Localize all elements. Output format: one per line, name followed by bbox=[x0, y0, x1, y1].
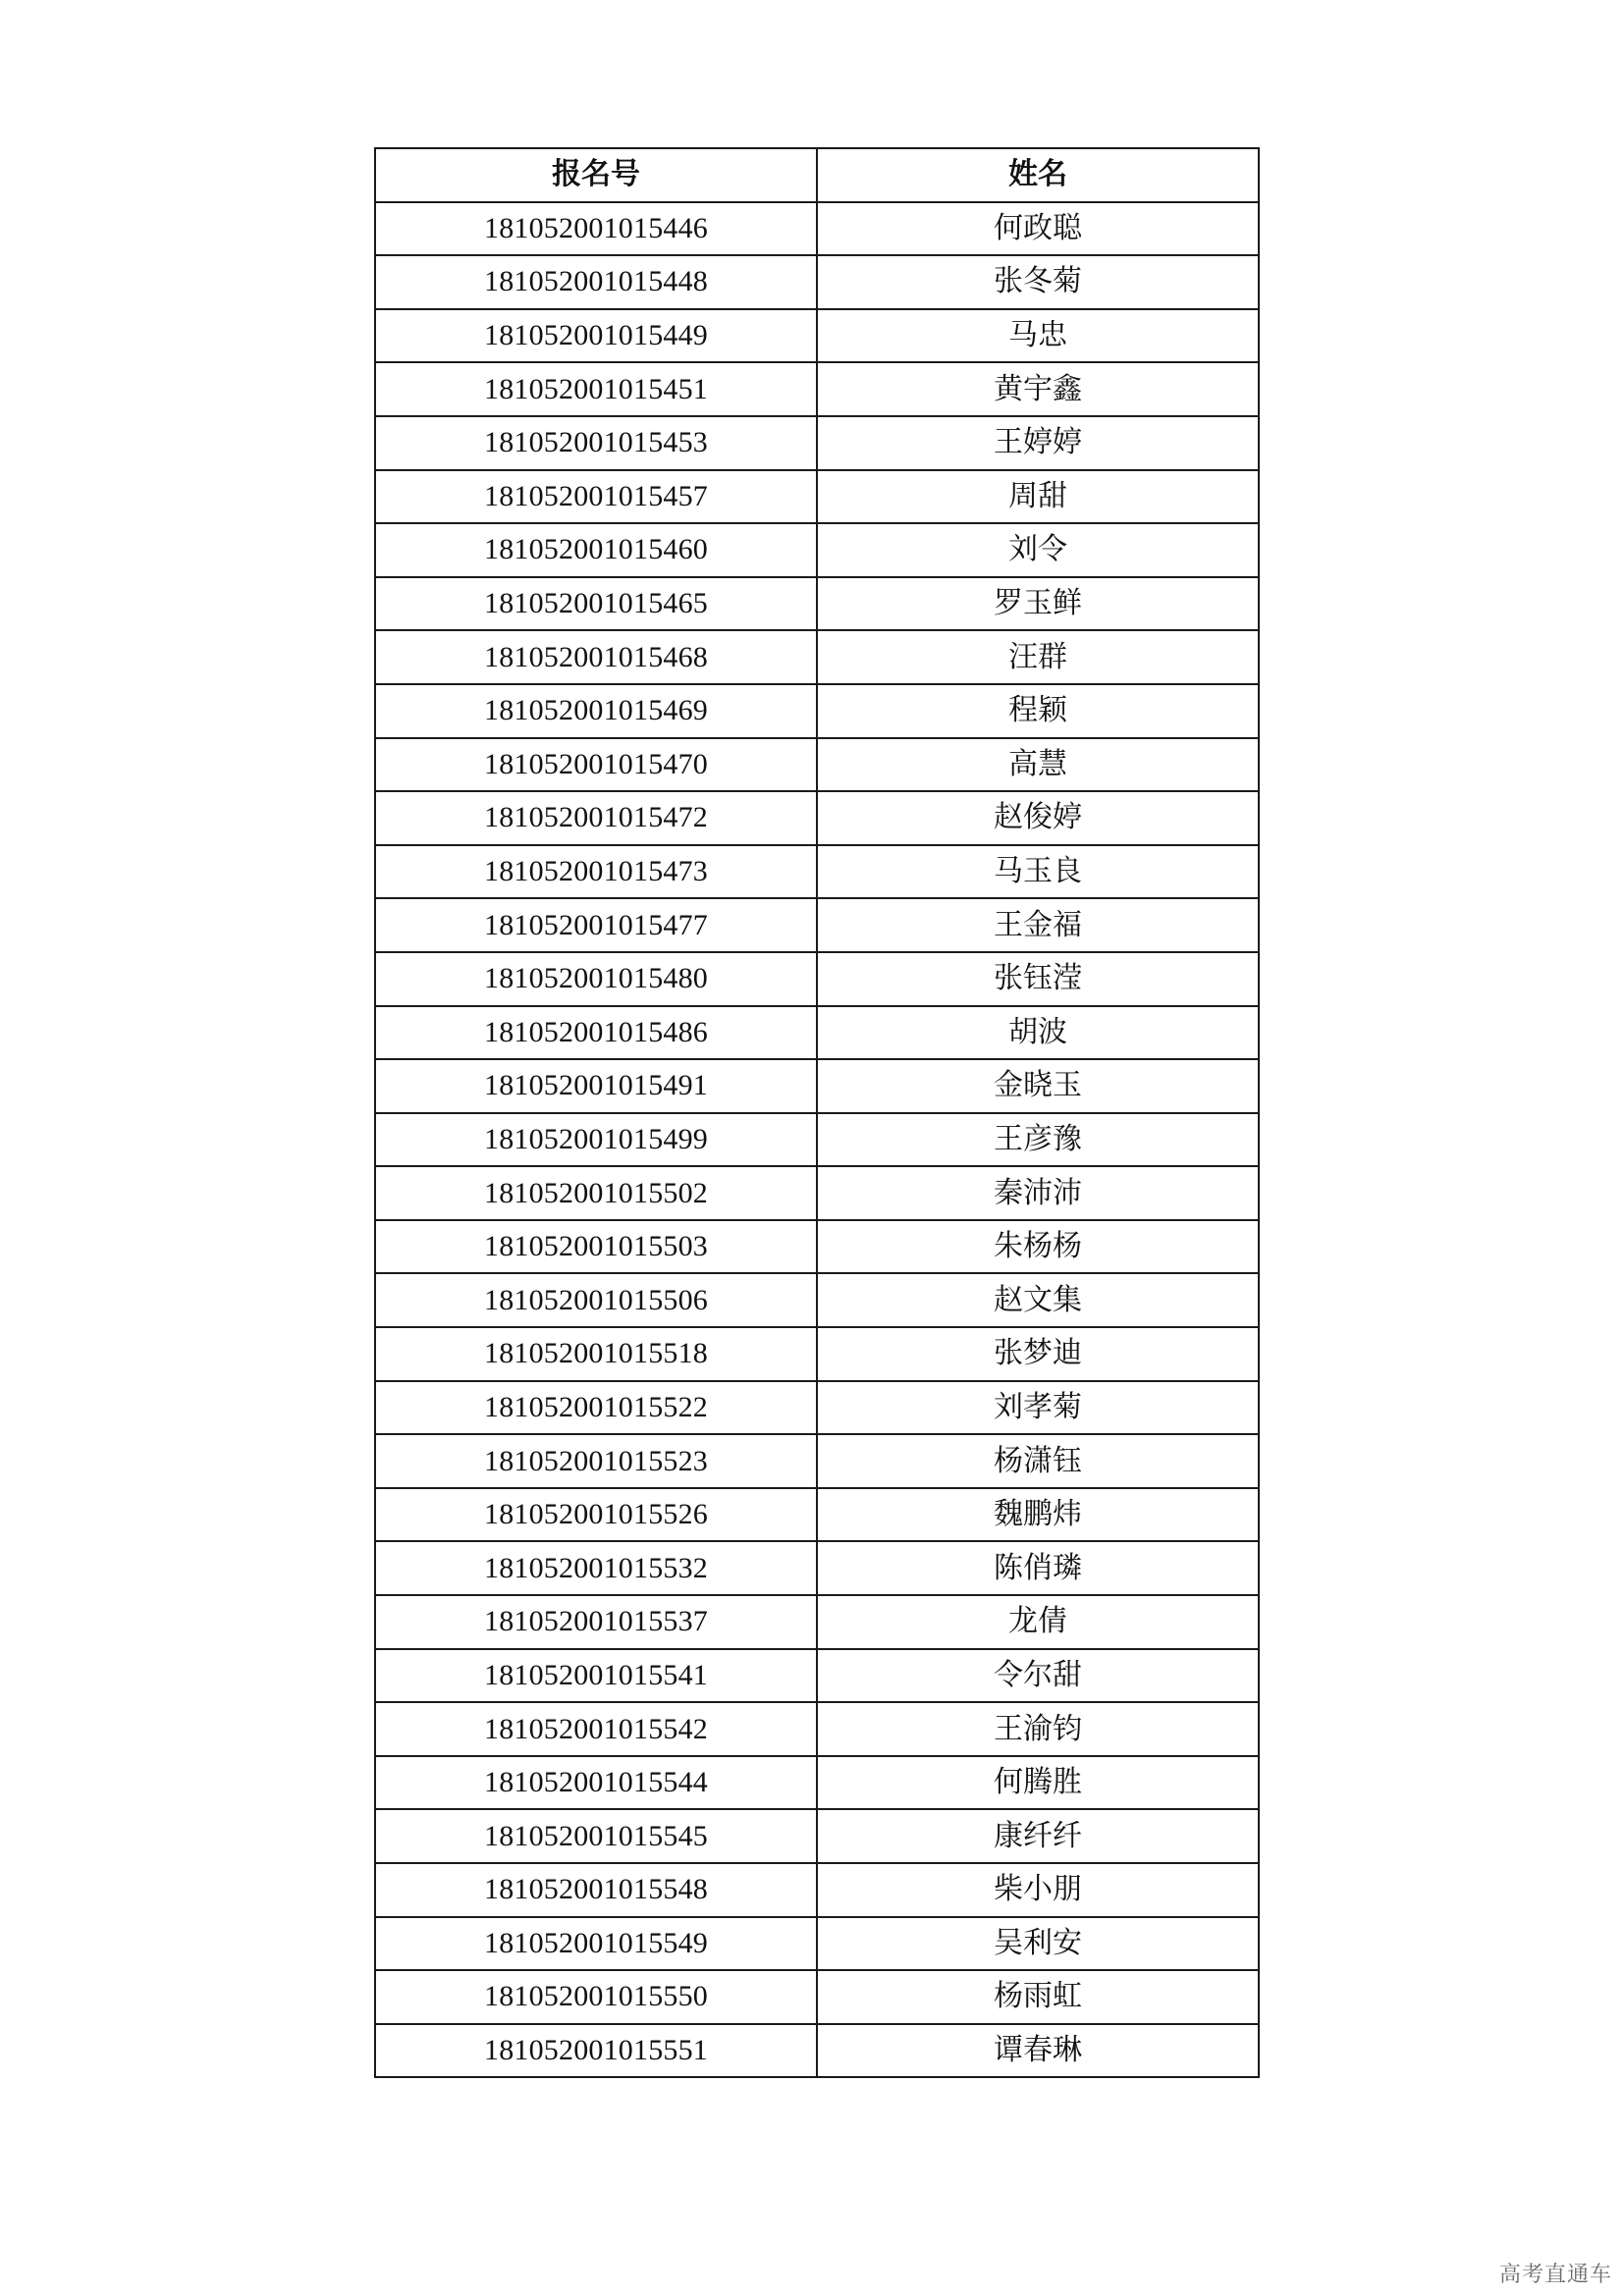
table-row bbox=[375, 1970, 1259, 2024]
name-cell: 高慧 bbox=[817, 738, 1259, 792]
table-row bbox=[375, 1273, 1259, 1327]
registration-number-cell: 181052001015469 bbox=[375, 684, 817, 738]
name-cell: 金晓玉 bbox=[817, 1059, 1259, 1113]
table-row bbox=[375, 416, 1259, 470]
name-cell: 陈俏璘 bbox=[817, 1541, 1259, 1595]
table-row bbox=[375, 309, 1259, 363]
registration-number-cell: 181052001015449 bbox=[375, 309, 817, 363]
name-cell: 赵俊婷 bbox=[817, 791, 1259, 845]
name-cell: 魏鹏炜 bbox=[817, 1488, 1259, 1542]
table-body bbox=[375, 202, 1259, 2078]
name-cell: 谭春琳 bbox=[817, 2024, 1259, 2078]
registration-number-cell: 181052001015453 bbox=[375, 416, 817, 470]
registration-number-cell: 181052001015506 bbox=[375, 1273, 817, 1327]
name-cell: 朱杨杨 bbox=[817, 1220, 1259, 1274]
registration-number-cell: 181052001015532 bbox=[375, 1541, 817, 1595]
name-cell: 何腾胜 bbox=[817, 1756, 1259, 1810]
name-cell: 张冬菊 bbox=[817, 255, 1259, 309]
name-cell: 刘孝菊 bbox=[817, 1381, 1259, 1435]
name-cell: 马玉良 bbox=[817, 845, 1259, 899]
registration-number-cell: 181052001015486 bbox=[375, 1006, 817, 1060]
registration-number-cell: 181052001015518 bbox=[375, 1327, 817, 1381]
registration-number-cell: 181052001015457 bbox=[375, 470, 817, 524]
registration-number-cell: 181052001015542 bbox=[375, 1702, 817, 1756]
registration-number-cell: 181052001015460 bbox=[375, 523, 817, 577]
table-row bbox=[375, 1434, 1259, 1488]
roster-table bbox=[374, 147, 1260, 2078]
registration-number-cell: 181052001015541 bbox=[375, 1649, 817, 1703]
table-row bbox=[375, 1702, 1259, 1756]
registration-number-cell: 181052001015545 bbox=[375, 1809, 817, 1863]
name-cell: 程颖 bbox=[817, 684, 1259, 738]
registration-number-cell: 181052001015537 bbox=[375, 1595, 817, 1649]
table-row bbox=[375, 1006, 1259, 1060]
name-cell: 龙倩 bbox=[817, 1595, 1259, 1649]
watermark-text: 高考直通车 bbox=[1498, 2263, 1612, 2287]
table-row bbox=[375, 1381, 1259, 1435]
name-cell: 令尔甜 bbox=[817, 1649, 1259, 1703]
table-row bbox=[375, 470, 1259, 524]
table-row bbox=[375, 1327, 1259, 1381]
name-cell: 柴小朋 bbox=[817, 1863, 1259, 1917]
registration-number-cell: 181052001015477 bbox=[375, 898, 817, 952]
table-row bbox=[375, 1488, 1259, 1542]
registration-number-cell: 181052001015502 bbox=[375, 1166, 817, 1220]
name-cell: 杨潇钰 bbox=[817, 1434, 1259, 1488]
registration-number-cell: 181052001015473 bbox=[375, 845, 817, 899]
table-row bbox=[375, 1059, 1259, 1113]
name-cell: 马忠 bbox=[817, 309, 1259, 363]
registration-number-cell: 181052001015522 bbox=[375, 1381, 817, 1435]
table-row bbox=[375, 1541, 1259, 1595]
name-cell: 罗玉鲜 bbox=[817, 577, 1259, 631]
header-registration-number: 报名号 bbox=[375, 148, 817, 202]
table-row bbox=[375, 1809, 1259, 1863]
registration-number-cell: 181052001015446 bbox=[375, 202, 817, 256]
registration-number-cell: 181052001015544 bbox=[375, 1756, 817, 1810]
table-row bbox=[375, 1756, 1259, 1810]
table-row bbox=[375, 255, 1259, 309]
name-cell: 何政聪 bbox=[817, 202, 1259, 256]
table-row bbox=[375, 202, 1259, 256]
table-row bbox=[375, 1863, 1259, 1917]
name-cell: 秦沛沛 bbox=[817, 1166, 1259, 1220]
table-row bbox=[375, 1595, 1259, 1649]
registration-number-cell: 181052001015550 bbox=[375, 1970, 817, 2024]
name-cell: 杨雨虹 bbox=[817, 1970, 1259, 2024]
registration-number-cell: 181052001015523 bbox=[375, 1434, 817, 1488]
name-cell: 吴利安 bbox=[817, 1917, 1259, 1971]
registration-number-cell: 181052001015468 bbox=[375, 630, 817, 684]
registration-number-cell: 181052001015548 bbox=[375, 1863, 817, 1917]
name-cell: 王渝钧 bbox=[817, 1702, 1259, 1756]
registration-number-cell: 181052001015480 bbox=[375, 952, 817, 1006]
registration-number-cell: 181052001015448 bbox=[375, 255, 817, 309]
table-header-row bbox=[375, 148, 1259, 202]
table-row bbox=[375, 1220, 1259, 1274]
table-row bbox=[375, 1917, 1259, 1971]
registration-number-cell: 181052001015465 bbox=[375, 577, 817, 631]
registration-number-cell: 181052001015499 bbox=[375, 1113, 817, 1167]
table-row bbox=[375, 898, 1259, 952]
name-cell: 张钰滢 bbox=[817, 952, 1259, 1006]
table-row bbox=[375, 684, 1259, 738]
table-row bbox=[375, 2024, 1259, 2078]
registration-number-cell: 181052001015549 bbox=[375, 1917, 817, 1971]
table-row bbox=[375, 1113, 1259, 1167]
name-cell: 赵文集 bbox=[817, 1273, 1259, 1327]
registration-number-cell: 181052001015491 bbox=[375, 1059, 817, 1113]
header-name: 姓名 bbox=[817, 148, 1259, 202]
name-cell: 张梦迪 bbox=[817, 1327, 1259, 1381]
name-cell: 周甜 bbox=[817, 470, 1259, 524]
name-cell: 胡波 bbox=[817, 1006, 1259, 1060]
registration-number-cell: 181052001015551 bbox=[375, 2024, 817, 2078]
name-cell: 王金福 bbox=[817, 898, 1259, 952]
roster-table-container bbox=[374, 147, 1258, 2078]
table-row bbox=[375, 630, 1259, 684]
table-row bbox=[375, 523, 1259, 577]
table-row bbox=[375, 952, 1259, 1006]
table-row bbox=[375, 1649, 1259, 1703]
name-cell: 王婷婷 bbox=[817, 416, 1259, 470]
name-cell: 汪群 bbox=[817, 630, 1259, 684]
registration-number-cell: 181052001015470 bbox=[375, 738, 817, 792]
table-row bbox=[375, 738, 1259, 792]
table-row bbox=[375, 1166, 1259, 1220]
name-cell: 黄宇鑫 bbox=[817, 362, 1259, 416]
name-cell: 康纤纤 bbox=[817, 1809, 1259, 1863]
table-row bbox=[375, 845, 1259, 899]
registration-number-cell: 181052001015503 bbox=[375, 1220, 817, 1274]
registration-number-cell: 181052001015526 bbox=[375, 1488, 817, 1542]
name-cell: 王彦豫 bbox=[817, 1113, 1259, 1167]
name-cell: 刘令 bbox=[817, 523, 1259, 577]
registration-number-cell: 181052001015451 bbox=[375, 362, 817, 416]
table-row bbox=[375, 577, 1259, 631]
table-row bbox=[375, 362, 1259, 416]
registration-number-cell: 181052001015472 bbox=[375, 791, 817, 845]
table-row bbox=[375, 791, 1259, 845]
